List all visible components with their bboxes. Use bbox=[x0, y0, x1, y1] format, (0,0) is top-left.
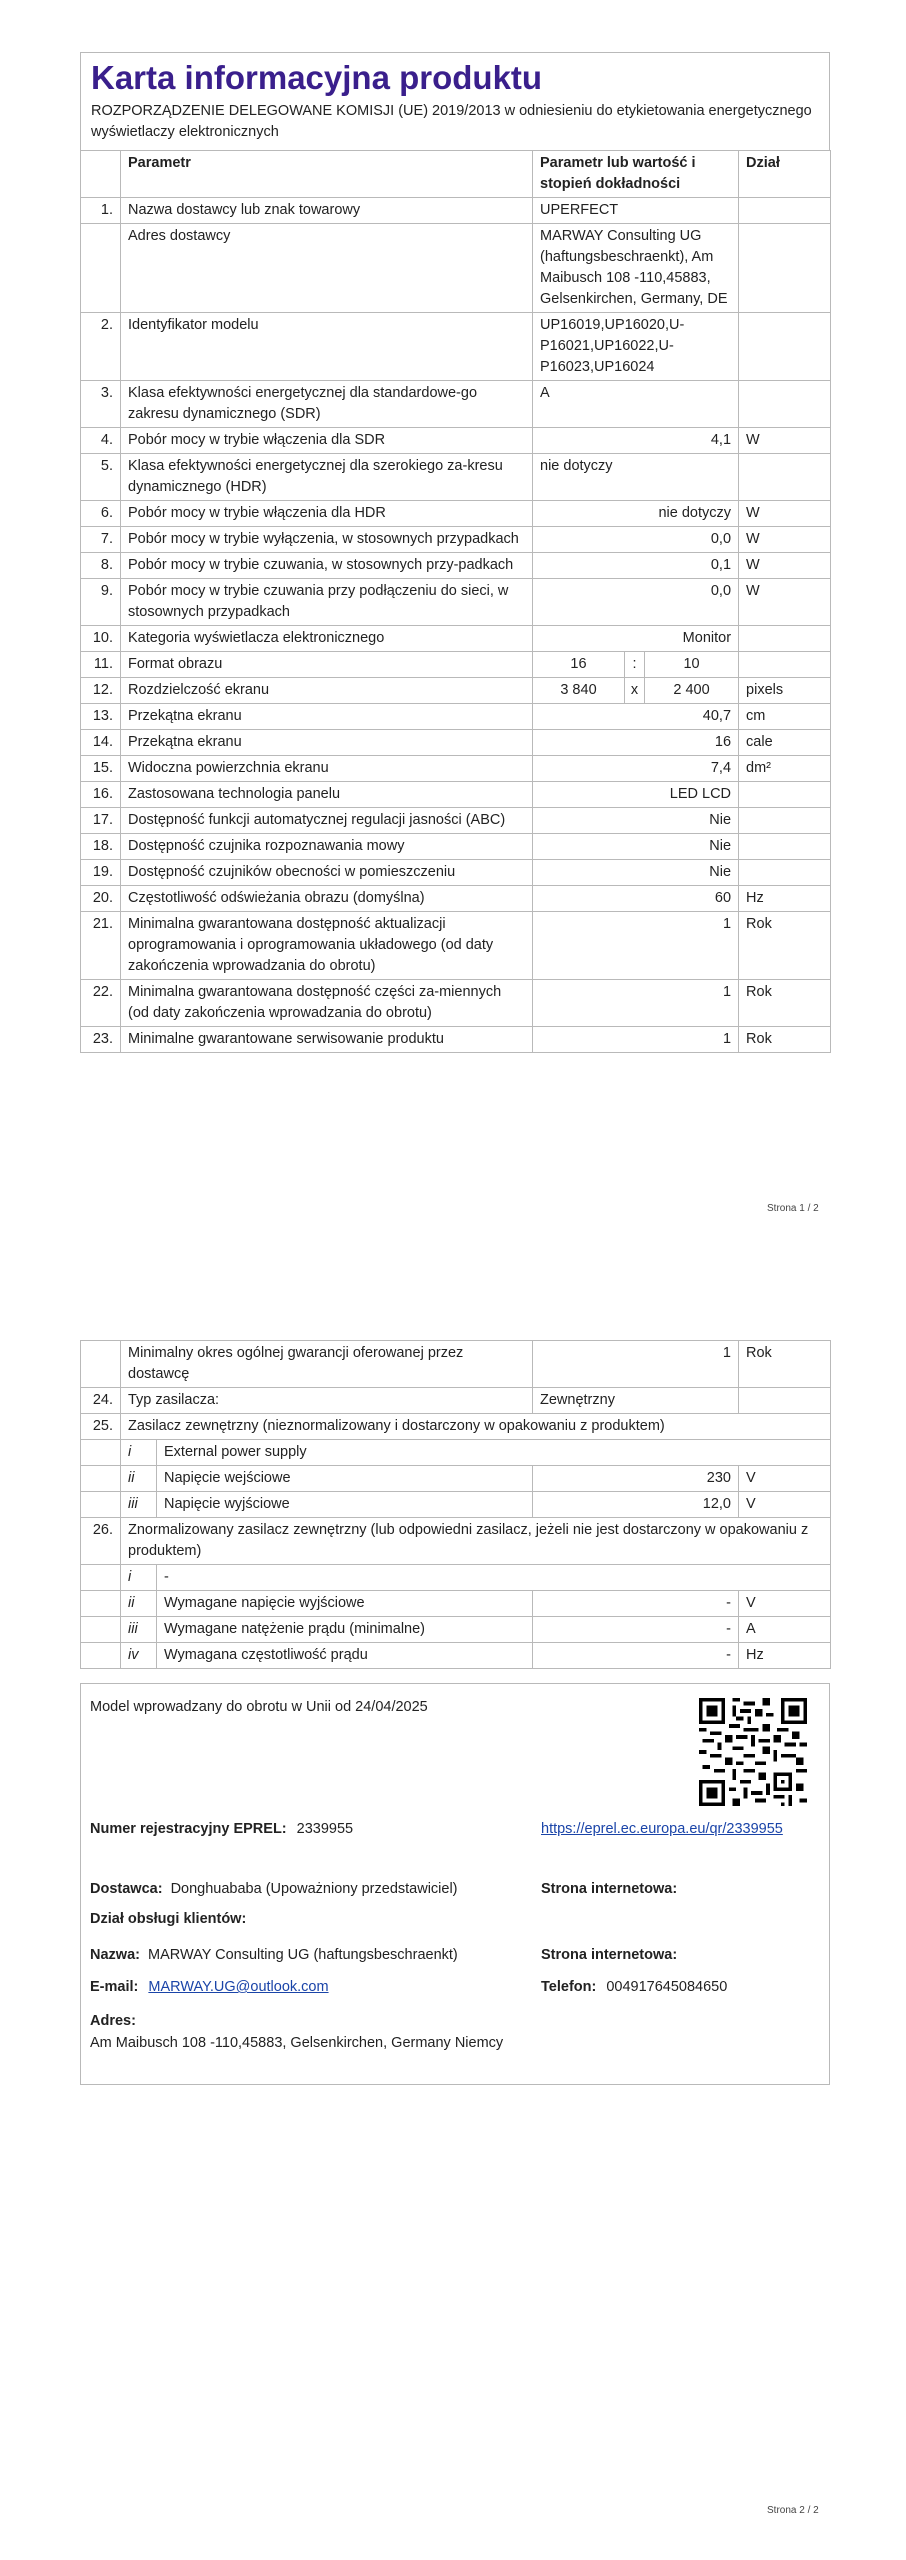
table-row: 6. Pobór mocy w trybie włączenia dla HDR nie dotyczy W bbox=[81, 501, 831, 527]
table-subrow: i External power supply bbox=[81, 1440, 831, 1466]
page-title: Karta informacyjna produktu bbox=[91, 59, 543, 96]
address-label: Adres: bbox=[90, 2013, 136, 2029]
eprel-row bbox=[90, 1818, 353, 1840]
table-row: 26. Znormalizowany zasilacz zewnętrzny (lub odpowiedni zasilacz, jeżeli nie jest dostarczony w opakowaniu z produktem) bbox=[81, 1518, 831, 1565]
table-row: Minimalny okres ogólnej gwarancji oferowanej przez dostawcę 1 Rok bbox=[81, 1341, 831, 1388]
table-row: 21. Minimalna gwarantowana dostępność aktualizacji oprogramowania i oprogramowania układowego (od daty zakończenia wprowadzania do obrotu) 1 Rok bbox=[81, 912, 831, 980]
address-value: Am Maibusch 108 -110,45883, Gelsenkirchen, Germany Niemcy bbox=[90, 2035, 504, 2051]
regulation-subtitle: ROZPORZĄDZENIE DELEGOWANE KOMISJI (UE) 2019/2013 w odniesieniu do etykietowania energetycznego wyświetlaczy elektronicznych bbox=[91, 103, 812, 140]
product-info-sheet-page-1 bbox=[80, 52, 830, 1053]
email-row: E-mail: MARWAY.UG@outlook.com bbox=[90, 1979, 329, 1995]
table-row: 25. Zasilacz zewnętrzny (nieznormalizowany i dostarczony w opakowaniu z produktem) bbox=[81, 1414, 831, 1440]
table-subrow: ii Napięcie wejściowe 230 V bbox=[81, 1466, 831, 1492]
table-row: 1. Nazwa dostawcy lub znak towarowy UPERFECT bbox=[81, 198, 831, 224]
header-unit: Dział bbox=[739, 151, 831, 198]
supplier-row: Dostawca: Donghuababa (Upoważniony przedstawiciel) bbox=[90, 1881, 458, 1897]
supplier-name: Donghuababa (Upoważniony przedstawiciel) bbox=[170, 1881, 458, 1897]
header-value: Parametr lub wartość i stopień dokładności bbox=[533, 151, 739, 198]
customer-service-label: Dział obsługi klientów: bbox=[90, 1911, 247, 1927]
table-row: 8. Pobór mocy w trybie czuwania, w stosownych przy-padkach 0,1 W bbox=[81, 553, 831, 579]
eprel-label: Numer rejestracyjny EPREL: bbox=[90, 1821, 287, 1837]
website-label-2: Strona internetowa: bbox=[541, 1947, 678, 1963]
market-placement-date: Model wprowadzany do obrotu w Unii od 24/04/2025 bbox=[90, 1699, 428, 1715]
table-row: 14. Przekątna ekranu 16 cale bbox=[81, 730, 831, 756]
header-param: Parametr bbox=[121, 151, 533, 198]
table-row: 12. Rozdzielczość ekranu 3 840 x 2 400 pixels bbox=[81, 678, 831, 704]
qr-code-icon bbox=[699, 1698, 807, 1806]
table-row: 18. Dostępność czujnika rozpoznawania mowy Nie bbox=[81, 834, 831, 860]
email-link[interactable]: MARWAY.UG@outlook.com bbox=[148, 1979, 329, 1995]
eprel-link[interactable]: https://eprel.ec.europa.eu/qr/2339955 bbox=[541, 1821, 783, 1837]
eprel-number: 2339955 bbox=[296, 1821, 354, 1837]
service-name: MARWAY Consulting UG (haftungsbeschraenkt) bbox=[148, 1947, 458, 1963]
table-subrow: i - bbox=[81, 1565, 831, 1591]
table-row: Adres dostawcy MARWAY Consulting UG (haftungsbeschraenkt), Am Maibusch 108 -110,45883, Gelsenkirchen, Germany, DE bbox=[81, 224, 831, 313]
table-row: 10. Kategoria wyświetlacza elektronicznego Monitor bbox=[81, 626, 831, 652]
table-row: 16. Zastosowana technologia panelu LED LCD bbox=[81, 782, 831, 808]
page-number: Strona 2 / 2 bbox=[767, 2505, 819, 2516]
table-subrow: iv Wymagana częstotliwość prądu - Hz bbox=[81, 1643, 831, 1669]
table-subrow: ii Wymagane napięcie wyjściowe - V bbox=[81, 1591, 831, 1617]
table-row: 11. Format obrazu 16 : 10 bbox=[81, 652, 831, 678]
table-row: 24. Typ zasilacza: Zewnętrzny bbox=[81, 1388, 831, 1414]
table-row: 7. Pobór mocy w trybie wyłączenia, w stosownych przypadkach 0,0 W bbox=[81, 527, 831, 553]
table-row: 19. Dostępność czujników obecności w pomieszczeniu Nie bbox=[81, 860, 831, 886]
table-subrow: iii Wymagane natężenie prądu (minimalne) - A bbox=[81, 1617, 831, 1643]
header-box bbox=[80, 52, 830, 150]
table-row: 20. Częstotliwość odświeżania obrazu (domyślna) 60 Hz bbox=[81, 886, 831, 912]
table-header-row bbox=[81, 151, 831, 198]
table-row: 22. Minimalna gwarantowana dostępność części za-miennych (od daty zakończenia wprowadzania do obrotu) 1 Rok bbox=[81, 980, 831, 1027]
website-label: Strona internetowa: bbox=[541, 1881, 678, 1897]
table-subrow: iii Napięcie wyjściowe 12,0 V bbox=[81, 1492, 831, 1518]
phone-row: Telefon: 004917645084650 bbox=[541, 1979, 728, 1995]
parameters-table bbox=[80, 150, 831, 1053]
table-row: 13. Przekątna ekranu 40,7 cm bbox=[81, 704, 831, 730]
table-row: 17. Dostępność funkcji automatycznej regulacji jasności (ABC) Nie bbox=[81, 808, 831, 834]
table-row: 9. Pobór mocy w trybie czuwania przy podłączeniu do sieci, w stosownych przypadkach 0,0 W bbox=[81, 579, 831, 626]
parameters-table-continued bbox=[80, 1340, 831, 1669]
table-row: 15. Widoczna powierzchnia ekranu 7,4 dm² bbox=[81, 756, 831, 782]
service-name-row: Nazwa: MARWAY Consulting UG (haftungsbeschraenkt) bbox=[90, 1947, 458, 1963]
phone-number: 004917645084650 bbox=[606, 1979, 728, 1995]
table-row: 5. Klasa efektywności energetycznej dla szerokiego za-kresu dynamicznego (HDR) nie dotyczy bbox=[81, 454, 831, 501]
table-row: 23. Minimalne gwarantowane serwisowanie produktu 1 Rok bbox=[81, 1027, 831, 1053]
table-row: 2. Identyfikator modelu UP16019,UP16020,U-P16021,UP16022,U-P16023,UP16024 bbox=[81, 313, 831, 381]
table-row: 4. Pobór mocy w trybie włączenia dla SDR 4,1 W bbox=[81, 428, 831, 454]
supplier-info-box bbox=[80, 1683, 830, 2085]
page-number: Strona 1 / 2 bbox=[767, 1203, 819, 1214]
table-row: 3. Klasa efektywności energetycznej dla standardowe-go zakresu dynamicznego (SDR) A bbox=[81, 381, 831, 428]
product-info-sheet-page-2 bbox=[80, 1340, 831, 1669]
